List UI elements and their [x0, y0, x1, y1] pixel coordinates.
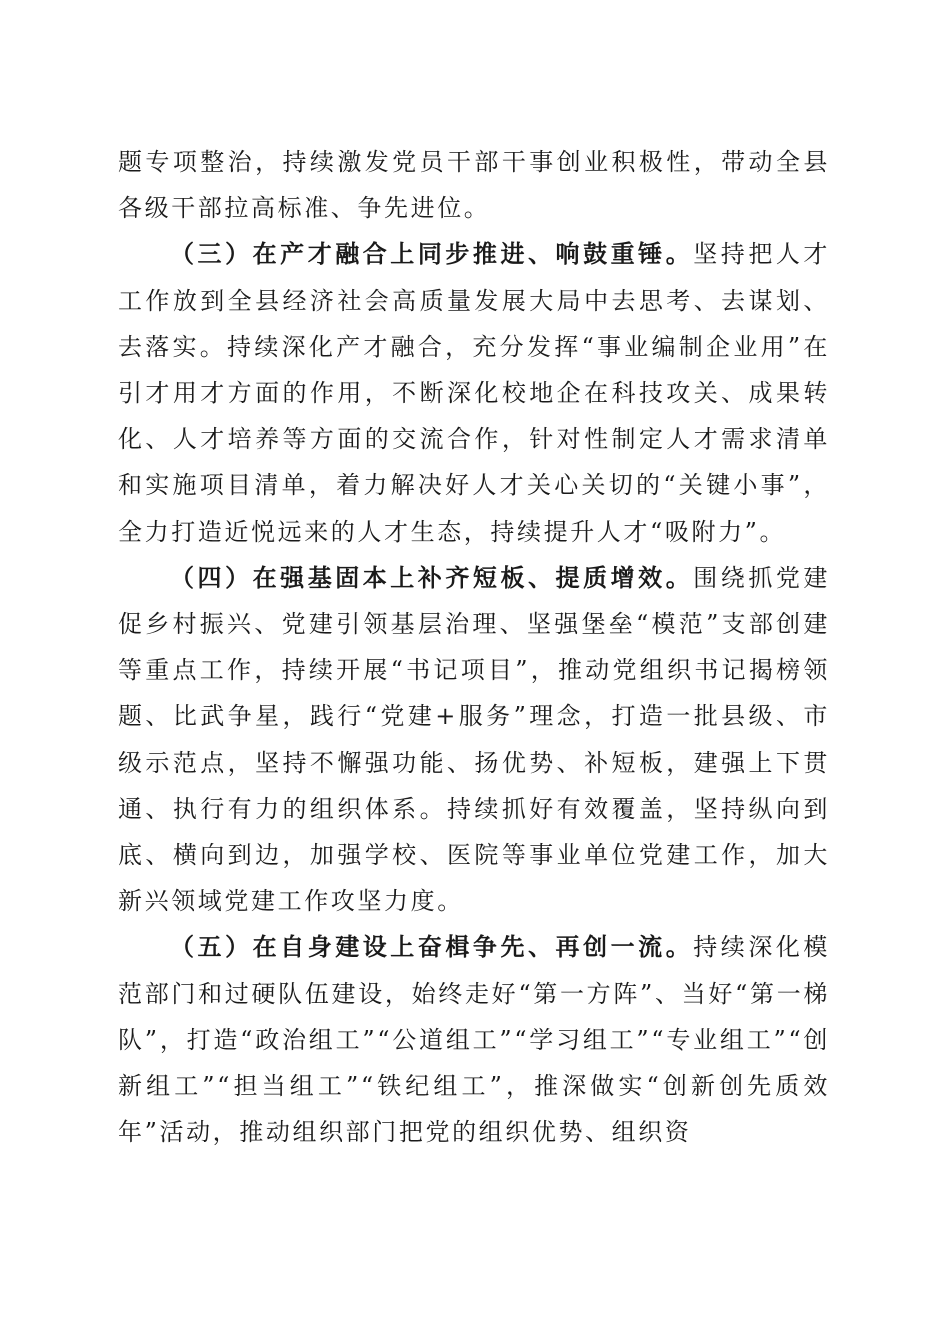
section-3-heading: （三）在产才融合上同步推进、响鼓重锤。 — [170, 240, 694, 269]
paragraph-continuation — [118, 139, 830, 231]
paragraph-section-3 — [118, 231, 830, 554]
paragraph-section-4 — [118, 555, 830, 925]
section-5-heading: （五）在自身建设上奋楫争先、再创一流。 — [170, 933, 694, 962]
paragraph-body-text: 题专项整治，持续激发党员干部干事创业积极性，带动全县各级干部拉高标准、争先进位。 — [118, 148, 830, 223]
section-4-heading: （四）在强基固本上补齐短板、提质增效。 — [170, 563, 694, 592]
section-3-body: 坚持把人才工作放到全县经济社会高质量发展大局中去思考、去谋划、去落实。持续深化产才融合，充分发挥“事业编制企业用”在引才用才方面的作用，不断深化校地企在科技攻关、成果转化、人才培养等方面的交流合作，针对性制定人才需求清单和实施项目清单，着力解决好人才关心关切的“关键小事”，全力打造近悦远来的人才生态，持续提升人才“吸附力”。 — [118, 240, 831, 546]
document-body — [118, 139, 830, 1155]
section-4-body: 围绕抓党建促乡村振兴、党建引领基层治理、坚强堡垒“模范”支部创建等重点工作，持续开展“书记项目”，推动党组织书记揭榜领题、比武争星，践行“党建+服务”理念，打造一批县级、市级示范点，坚持不懈强功能、扬优势、补短板，建强上下贯通、执行有力的组织体系。持续抓好有效覆盖，坚持纵向到底、横向到边，加强学校、医院等事业单位党建工作，加大新兴领域党建工作攻坚力度。 — [118, 563, 831, 916]
paragraph-section-5 — [118, 924, 830, 1155]
section-5-body: 持续深化模范部门和过硬队伍建设，始终走好“第一方阵”、当好“第一梯队”，打造“政治组工”“公道组工”“学习组工”“专业组工”“创新组工”“担当组工”“铁纪组工”，推深做实“创新创先质效年”活动，推动组织部门把党的组织优势、组织资 — [118, 933, 831, 1147]
